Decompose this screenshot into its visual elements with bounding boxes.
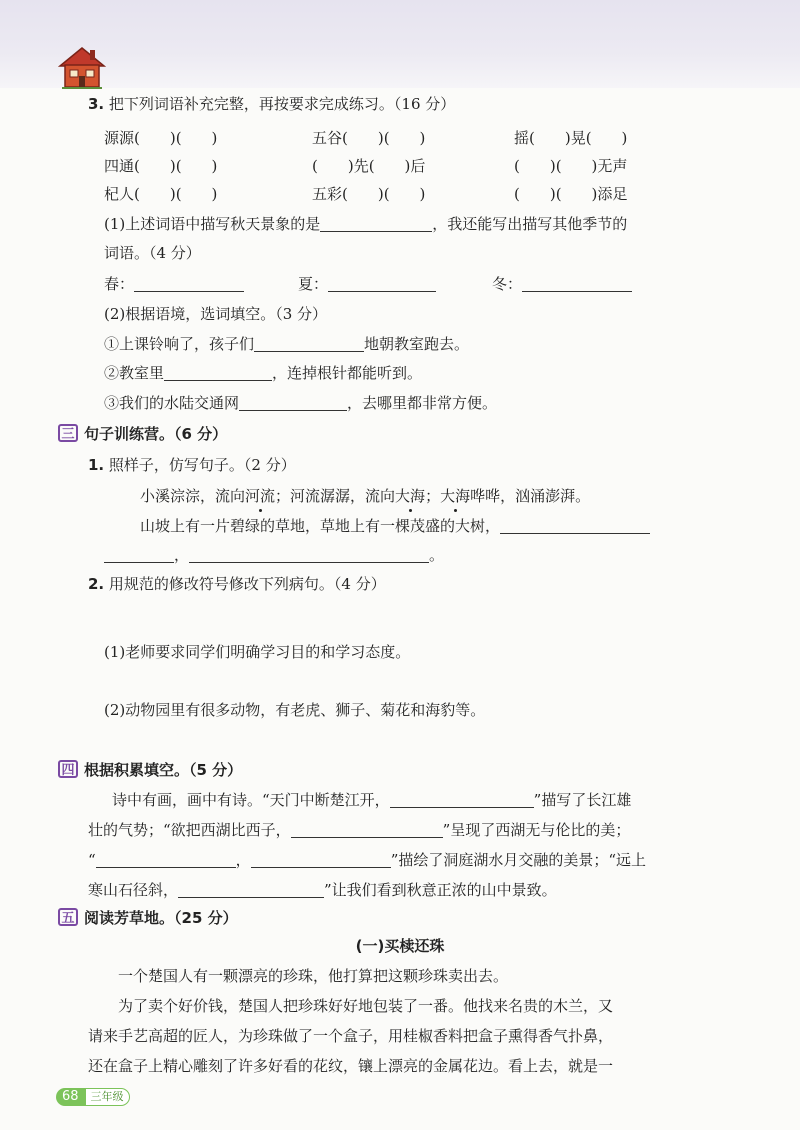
- word-fill-1: 源源( )( ): [104, 129, 218, 147]
- poem-4-a: 寒山石径斜，: [88, 881, 179, 899]
- section-3-badge: 三: [58, 424, 78, 442]
- q3-part1-a: (1)上述词语中描写秋天景象的是: [104, 215, 321, 233]
- example-emph-2: 大海: [395, 487, 426, 505]
- s3-q1-number: 1.: [88, 456, 105, 474]
- poem-1-b: ”描写了长江雄: [533, 791, 632, 809]
- word-fill-5: ( )先( )后: [312, 157, 426, 175]
- word-fill-6: ( )( )无声: [514, 157, 628, 175]
- summer-blank[interactable]: [328, 275, 436, 292]
- imitation-blank-1[interactable]: [500, 517, 650, 534]
- poem-2-b: ”呈现了西湖无与伦比的美；: [442, 821, 631, 839]
- word-fill-3: 摇( )晃( ): [514, 129, 628, 147]
- choice-1: [104, 334, 469, 354]
- example-emph-1: 河流: [245, 487, 276, 505]
- q3-part1: [104, 214, 627, 234]
- poem-line-4: [88, 880, 557, 900]
- s3-q2-number: 2.: [88, 575, 105, 593]
- poem-blank-3[interactable]: [96, 851, 236, 868]
- choice-1-a: ①上课铃响了，孩子们: [104, 335, 255, 353]
- example-c: ；河流潺潺，流向: [275, 487, 396, 505]
- section-5-heading: [58, 908, 238, 928]
- story-para-2-line-1: 为了卖个好价钱，楚国人把珍珠好好地包装了一番。他找来名贵的木兰，又: [118, 997, 614, 1015]
- section-4-heading: [58, 760, 242, 780]
- word-fill-7: 杞人( )( ): [104, 185, 218, 203]
- imitation-blank-3[interactable]: [189, 546, 429, 563]
- answer-blank[interactable]: [320, 215, 432, 232]
- section-4-badge: 四: [58, 760, 78, 778]
- choice-1-b: 地朝教室跑去。: [364, 335, 470, 353]
- q3-part2: (2)根据语境，选词填空。（3 分）: [104, 305, 328, 323]
- word-fill-2: 五谷( )( ): [312, 129, 426, 147]
- section-4-title: 根据积累填空。（5 分）: [84, 761, 243, 779]
- s3-q2-title-text: 用规范的修改符号修改下列病句。（4 分）: [108, 575, 386, 593]
- example-e: ；: [425, 487, 441, 505]
- example-a: 小溪淙淙，流向: [140, 487, 246, 505]
- example-sentence: [140, 486, 590, 506]
- spring-blank[interactable]: [134, 275, 244, 292]
- choice-3-blank[interactable]: [239, 394, 347, 411]
- poem-blank-5[interactable]: [178, 881, 324, 898]
- choice-2: [104, 363, 422, 383]
- q3-number: 3.: [88, 95, 105, 113]
- poem-line-3: [88, 850, 646, 870]
- poem-line-2: [88, 820, 630, 840]
- word-fill-9: ( )( )添足: [514, 185, 628, 203]
- winter-blank[interactable]: [522, 275, 632, 292]
- imitation-prompt-text: 山坡上有一片碧绿的草地，草地上有一棵茂盛的大树，: [140, 517, 501, 535]
- section-3-title: 句子训练营。（6 分）: [84, 425, 228, 443]
- winter-line: [492, 274, 632, 294]
- q3-part1-b: ，我还能写出描写其他季节的: [432, 215, 628, 233]
- choice-3: [104, 393, 497, 413]
- q3-part1-cont: 词语。（4 分）: [104, 244, 201, 262]
- choice-2-a: ②教室里: [104, 364, 165, 382]
- imitation-prompt: [140, 516, 650, 536]
- word-fill-4: 四通( )( ): [104, 157, 218, 175]
- story-para-1: 一个楚国人有一颗漂亮的珍珠，他打算把这颗珍珠卖出去。: [118, 967, 509, 985]
- word-fill-8: 五彩( )( ): [312, 185, 426, 203]
- choice-1-blank[interactable]: [254, 335, 364, 352]
- imitation-period: 。: [429, 546, 445, 564]
- s3-q1-title: [88, 455, 296, 475]
- story-para-2-line-2: 请来手艺高超的匠人，为珍珠做了一个盒子，用桂椒香料把盒子熏得香气扑鼻，: [88, 1027, 614, 1045]
- poem-3-a: “: [88, 851, 96, 869]
- winter-label: 冬：: [492, 275, 523, 293]
- header-band: [0, 0, 800, 88]
- story-title: (一)买椟还珠: [355, 937, 445, 955]
- imitation-comma: ，: [174, 546, 190, 564]
- section-3-heading: [58, 424, 227, 444]
- poem-blank-2[interactable]: [291, 821, 443, 838]
- imitation-cont: [104, 545, 444, 565]
- grade-label: 三年级: [85, 1088, 130, 1106]
- spring-line: [104, 274, 244, 294]
- imitation-blank-2[interactable]: [104, 546, 174, 563]
- s3-q2-title: [88, 574, 386, 594]
- house-icon: [58, 46, 106, 90]
- q3-title-text: 把下列词语补充完整，再按要求完成练习。（16 分）: [108, 95, 456, 113]
- page-badge: [56, 1085, 130, 1103]
- faulty-sentence-2: (2)动物园里有很多动物，有老虎、狮子、菊花和海豹等。: [104, 701, 486, 719]
- spring-label: 春：: [104, 275, 135, 293]
- page-number: 68: [56, 1088, 85, 1106]
- section-5-title: 阅读芳草地。（25 分）: [84, 909, 238, 927]
- poem-4-b: ”让我们看到秋意正浓的山中景致。: [324, 881, 557, 899]
- poem-3-b: ，: [235, 851, 251, 869]
- q3-title: [88, 94, 455, 114]
- choice-3-b: ，去哪里都非常方便。: [347, 394, 498, 412]
- poem-blank-4[interactable]: [251, 851, 391, 868]
- summer-label: 夏：: [298, 275, 329, 293]
- example-emph-3: 大海: [440, 487, 471, 505]
- choice-2-b: ，连掉根针都能听到。: [272, 364, 423, 382]
- example-g: 哗哗，汹涌澎湃。: [470, 487, 591, 505]
- poem-2-a: 壮的气势；“欲把西湖比西子，: [88, 821, 291, 839]
- choice-2-blank[interactable]: [164, 364, 272, 381]
- s3-q1-title-text: 照样子，仿写句子。（2 分）: [108, 456, 296, 474]
- choice-3-a: ③我们的水陆交通网: [104, 394, 240, 412]
- poem-blank-1[interactable]: [390, 791, 534, 808]
- story-para-2-line-3: 还在盒子上精心雕刻了许多好看的花纹，镶上漂亮的金属花边。看上去，就是一: [88, 1057, 614, 1075]
- poem-line-1: [112, 790, 631, 810]
- summer-line: [298, 274, 436, 294]
- faulty-sentence-1: (1)老师要求同学们明确学习目的和学习态度。: [104, 643, 411, 661]
- poem-1-a: 诗中有画，画中有诗。“天门中断楚江开，: [112, 791, 390, 809]
- section-5-badge: 五: [58, 908, 78, 926]
- poem-3-c: ”描绘了洞庭湖水月交融的美景；“远上: [390, 851, 647, 869]
